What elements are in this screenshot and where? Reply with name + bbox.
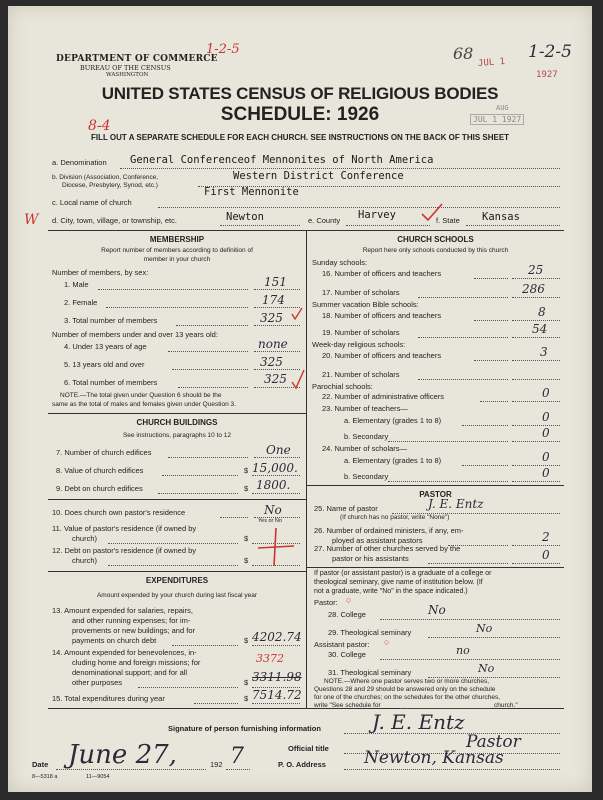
pastor-heading: PASTOR [419,490,452,499]
q3-label: 3. Total number of members [64,316,158,325]
age-breakdown-label: Number of members under and over 13 years old: [52,330,218,339]
signature-value: J. E. Entz [372,710,465,734]
q4-label: 4. Under 13 years of age [64,342,147,351]
pastor-circle-mark: ○ [346,595,352,605]
state-label: f. State [436,216,460,225]
q18-answer-line [512,320,560,321]
q16-answer-line [512,278,560,279]
left-code-annotation: 8-4 [88,118,111,134]
q7-value: One [266,443,291,457]
q11-dollar: $ [244,534,249,543]
expenditures-sub: Amount expended by your church during last fiscal year [96,592,258,599]
red-check-total [290,306,304,322]
members-by-sex-label: Number of members, by sex: [52,268,149,277]
q20-label: 20. Number of officers and teachers [322,351,442,360]
q9-leader [158,493,238,494]
church-name-line [158,207,560,208]
received-stamp-month: JUL 1 [477,57,506,69]
pastor-note-4: write "See schedule for [314,702,381,709]
buildings-sub: See instructions, paragraphs 10 to 12 [122,432,232,439]
q4-leader [168,351,248,352]
q18-label: 18. Number of officers and teachers [322,311,442,320]
schedule-title: SCHEDULE: 1926 [220,104,380,125]
q13-line-1: 13. Amount expended for salaries, repairs, [52,606,193,615]
graduate-instruction-3: not a graduate, write "No" in the space indicated.) [314,588,468,595]
county-line [346,225,430,226]
q21-label: 21. Number of scholars [322,370,400,379]
q14-dollar: $ [244,678,249,687]
po-address-line [344,769,560,770]
q27-answer-line [512,563,560,564]
q13-leader [172,645,238,646]
received-stamp-year: 1927 [536,70,558,80]
q14-leader [138,687,238,688]
form-print-number: 11—9054 [86,774,110,780]
q7-answer-line [254,457,300,458]
q1-leader [98,289,248,290]
q11-label-2: church) [72,534,98,543]
q19-answer-line [512,337,560,338]
q12-label-2: church) [72,556,98,565]
county-value: Harvey [358,209,396,221]
membership-sub1: Report number of members according to definition of [101,247,253,254]
q3-value: 325 [260,311,283,325]
q31-value: No [478,662,495,675]
q8-answer-line [252,475,300,476]
q15-leader [194,703,238,704]
city-value: Newton [226,211,264,223]
pastor-note-5: church." [494,702,518,709]
assistant-circle-mark: ○ [384,637,390,647]
q13-dollar: $ [244,636,249,645]
q28-answer-line [380,619,560,620]
date-label: Date [32,760,49,769]
q14-line-2: cluding home and foreign missions; for [72,658,201,667]
q17-value: 286 [522,282,545,296]
division-label: b. Division (Association, Conference, [52,174,159,181]
top-right-date-annotation: 1-2-5 [528,42,572,62]
q26-line-1: 26. Number of ordained ministers, if any, em- [314,526,464,535]
denomination-label: a. Denomination [52,158,107,167]
q26-value: 2 [542,530,550,544]
top-number-annotation: 68 [453,44,474,63]
q24a-answer-line [512,465,560,466]
q24-label: 24. Number of scholars— [322,444,408,453]
bureau-name: BUREAU OF THE CENSUS [80,64,171,72]
q8-leader [162,475,238,476]
q22-label: 22. Number of administrative officers [322,392,444,401]
q24a-label: a. Elementary (grades 1 to 8) [344,456,442,465]
q12-dollar: $ [244,556,249,565]
year-value: 7 [230,744,244,769]
q12-label-1: 12. Debt on pastor's residence (if owned by [52,546,197,555]
q11-label-1: 11. Value of pastor's residence (if owned by [52,524,197,533]
q3-answer-line [254,325,300,326]
q22-answer-line [512,401,560,402]
q17-label: 17. Number of scholars [322,288,400,297]
q26-answer-line [512,545,560,546]
q21-answer-line [512,379,560,380]
q29-answer-line [428,637,560,638]
left-w-annotation: W [24,212,39,228]
state-line [466,225,560,226]
assistant-pastor-subheading: Assistant pastor: [314,640,370,649]
q29-label: 29. Theological seminary [328,628,412,637]
membership-note-2: same as the total of males and females given under Question 3. [52,401,236,408]
q30-answer-line [380,659,560,660]
q20-answer-line [512,360,560,361]
q9-dollar: $ [244,484,249,493]
q24b-answer-line [512,481,560,482]
buildings-bottom-rule [48,571,306,572]
q23b-value: 0 [542,426,550,440]
county-label: e. County [308,216,341,225]
q24a-leader [462,465,508,466]
q6-label: 6. Total number of members [64,378,158,387]
pastor-mid-rule [307,567,564,568]
q10-leader [220,517,248,518]
q19-leader [418,337,508,338]
q17-leader [418,297,508,298]
buildings-mid-rule [48,499,306,500]
q5-leader [172,369,248,370]
q2-value: 174 [262,293,285,307]
q15-answer-line [252,703,300,704]
denomination-line [120,168,560,169]
official-title-label: Official title [288,744,329,753]
q18-value: 8 [538,305,546,319]
q9-answer-line [252,493,300,494]
q31-label: 31. Theological seminary [328,668,412,677]
membership-sub2: member in your church [143,256,211,263]
q7-leader [168,457,248,458]
q16-leader [474,278,508,279]
pastor-subheading: Pastor: [314,598,338,607]
q23b-answer-line [512,441,560,442]
q29-value: No [476,622,493,635]
q20-value: 3 [540,345,548,359]
pastor-note-1: NOTE.—Where one pastor serves two or more churches, [324,678,490,685]
top-date-annotation: 1-2-5 [206,42,240,57]
q10-value: No [264,503,282,517]
q12-leader [108,565,238,566]
q15-label: 15. Total expenditures during year [52,694,165,703]
denomination-value: General Conferenceof Mennonites of North America [130,154,434,166]
q28-value: No [428,603,446,617]
q14-line-3: denominational support; and for all [72,668,188,677]
schools-heading: CHURCH SCHOOLS [397,235,474,244]
q13-line-4: payments on church debt [72,636,157,645]
q17-answer-line [512,297,560,298]
q5-value: 325 [260,355,283,369]
q14-value: 3311.98 [252,670,302,684]
q25-value: J. E. Entz [428,497,484,511]
q27-leader [428,563,508,564]
q11-leader [108,543,238,544]
q1-value: 151 [264,275,287,289]
q14-line-4: other purposes [72,678,123,687]
center-divider [306,230,307,708]
po-address-value: Newton, Kansas [364,748,504,768]
city-line [220,225,300,226]
form-title: UNITED STATES CENSUS OF RELIGIOUS BODIES [101,84,499,103]
red-cross-mark [254,526,298,568]
q30-value: no [456,644,470,657]
q25-hint: (If church has no pastor, write "None") [340,514,450,521]
q24b-label: b. Secondary [344,472,389,481]
department-name: DEPARTMENT OF COMMERCE [56,54,218,64]
expenditures-heading: EXPENDITURES [145,576,209,585]
q23a-answer-line [512,425,560,426]
official-title-value: Pastor [466,732,521,752]
city-name: WASHINGTON [106,72,149,78]
q1-answer-line [254,289,300,290]
po-address-label: P. O. Address [278,760,326,769]
q15-dollar: $ [244,694,249,703]
q22-value: 0 [542,386,550,400]
q14-line-1: 14. Amount expended for benevolences, in- [52,648,197,657]
sunday-schools-label: Sunday schools: [312,258,368,267]
membership-note-1: NOTE.—The total given under Question 6 should be the [60,392,222,399]
q6-leader [178,387,248,388]
membership-heading: MEMBERSHIP [149,235,205,244]
q8-label: 8. Value of church edifices [56,466,144,475]
q19-label: 19. Number of scholars [322,328,400,337]
q16-value: 25 [528,263,544,277]
q9-label: 9. Debt on church edifices [56,484,143,493]
pastor-note-blank [400,708,490,709]
year-prefix: 192 [210,760,223,769]
date-value: June 27, [68,740,177,770]
q25-label: 25. Name of pastor [314,504,378,513]
red-check-county [420,202,444,222]
division-value: Western District Conference [233,170,404,182]
q27-line-1: 27. Number of other churches served by the [314,544,461,553]
stamp-jul-1927: JUL 1 1927 [470,114,524,125]
church-name-value: First Mennonite [204,186,299,198]
q4-value: none [258,337,288,351]
q23a-value: 0 [542,410,550,424]
signature-label: Signature of person furnishing information [168,724,321,733]
q13-line-3: provements or new buildings; and for [72,626,195,635]
form-number: 8—5318 a [32,774,58,780]
q6-value: 325 [264,372,287,386]
q21-leader [418,379,508,380]
stamp-aug: AUG [496,104,509,112]
q7-label: 7. Number of church edifices [56,448,152,457]
city-label: d. City, town, village, or township, etc. [52,216,177,225]
q24b-leader [388,481,508,482]
census-schedule-page [8,6,592,792]
q1-label: 1. Male [64,280,89,289]
q13-value: 4202.74 [252,630,302,644]
q9-value: 1800. [256,478,291,492]
weekday-schools-label: Week-day religious schools: [312,340,406,349]
q23a-label: a. Elementary (grades 1 to 8) [344,416,442,425]
q23b-label: b. Secondary [344,432,389,441]
q23b-leader [388,441,508,442]
division-label-2: Diocese, Presbytery, Synod, etc.) [62,182,158,189]
q20-leader [474,360,508,361]
q4-answer-line [254,351,300,352]
q30-label: 30. College [328,650,366,659]
q24a-value: 0 [542,450,550,464]
red-check-members [290,368,306,390]
q28-label: 28. College [328,610,366,619]
q15-value: 7514.72 [252,688,302,702]
q2-label: 2. Female [64,298,98,307]
q23a-leader [462,425,508,426]
q24b-value: 0 [542,466,550,480]
church-name-label: c. Local name of church [52,198,132,207]
q18-leader [474,320,508,321]
graduate-instruction-2: theological seminary, give name of institution below. (If [314,579,483,586]
summer-schools-label: Summer vacation Bible schools: [312,300,419,309]
pastor-note-3: for one of the churches; on the schedules for the other churches, [314,694,501,701]
q10-hint: Yes or No [258,518,282,524]
q10-label: 10. Does church own pastor's residence [52,508,186,517]
pastor-note-2: Questions 28 and 29 should be answered only on the schedule [314,686,496,693]
fill-out-instruction: FILL OUT A SEPARATE SCHEDULE FOR EACH CHURCH. SEE INSTRUCTIONS ON THE BACK OF THIS SHEET [90,133,510,142]
q13-answer-line [252,645,300,646]
schools-sub: Report here only schools conducted by this church [362,247,509,254]
q8-dollar: $ [244,466,249,475]
schools-bottom-rule [307,485,564,486]
parochial-schools-label: Parochial schools: [312,382,373,391]
q13-line-2: and other running expenses; for im- [72,616,191,625]
q22-leader [480,401,508,402]
q27-line-2: pastor or his assistants [332,554,409,563]
q14-correction: 3372 [256,652,284,665]
membership-bottom-rule [48,413,306,414]
q8-value: 15,000. [252,461,298,475]
q27-value: 0 [542,548,550,562]
q5-label: 5. 13 years old and over [64,360,145,369]
q23-label: 23. Number of teachers— [322,404,408,413]
buildings-heading: CHURCH BUILDINGS [136,418,218,427]
year-line [226,769,250,770]
q19-value: 54 [532,322,548,336]
q16-label: 16. Number of officers and teachers [322,269,442,278]
q26-line-2: ployed as assistant pastors [332,536,423,545]
q2-leader [106,307,248,308]
state-value: Kansas [482,211,520,223]
graduate-instruction-1: If pastor (or assistant pastor) is a graduate of a college or [314,570,492,577]
q3-leader [176,325,248,326]
